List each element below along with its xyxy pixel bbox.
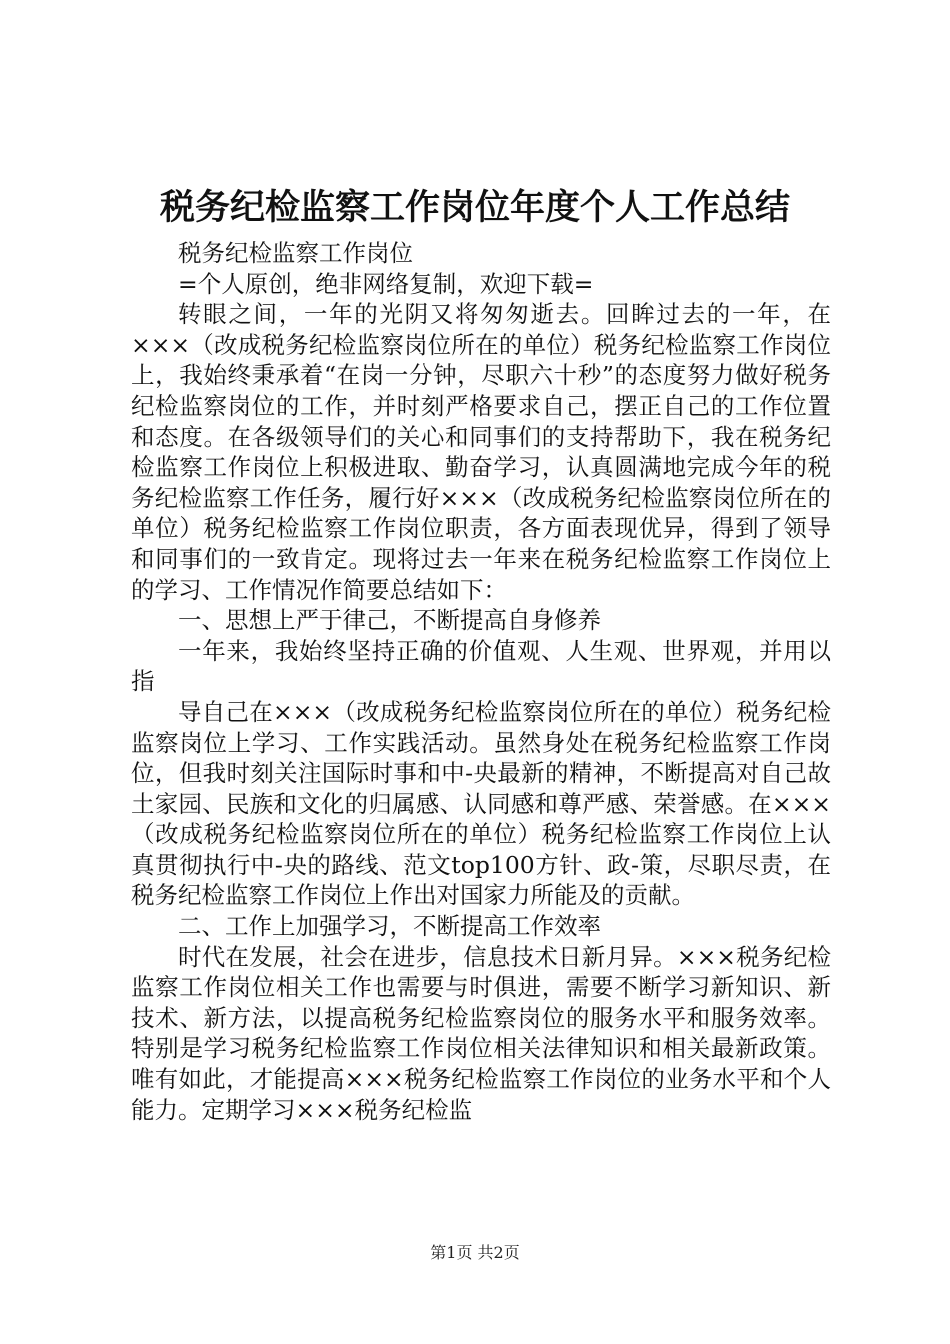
paragraph-section-2: 时代在发展，社会在进步，信息技术日新月异。×××税务纪检监察工作岗位相关工作也需要与时俱进，需要不断学习新知识、新技术、新方法，以提高税务纪检监察岗位的服务水平和服务效率。特别是学习税务纪检监察工作岗位相关法律知识和相关最新政策。唯有如此，才能提高×××税务纪检监察工作岗位的业务水平和个人能力。定期学习×××税务纪检监	[131, 942, 831, 1124]
paragraph-intro: 转眼之间，一年的光阴又将匆匆逝去。回眸过去的一年，在×××（改成税务纪检监察岗位所在的单位）税务纪检监察工作岗位上，我始终秉承着“在岗一分钟，尽职六十秒”的态度努力做好税务纪检监察岗位的工作，并时刻严格要求自己，摆正自己的工作位置和态度。在各级领导们的关心和同事们的支持帮助下，我在税务纪检监察工作岗位上积极进取、勤奋学习，认真圆满地完成今年的税务纪检监察工作任务，履行好×××（改成税务纪检监察岗位所在的单位）税务纪检监察工作岗位职责，各方面表现优异，得到了领导和同事们的一致肯定。现将过去一年来在税务纪检监察工作岗位上的学习、工作情况作简要总结如下：	[131, 300, 831, 604]
section-heading-1: 一、思想上严于律己，不断提高自身修养	[178, 606, 601, 635]
document-body	[131, 238, 831, 1125]
paragraph-section-1a: 一年来，我始终坚持正确的价值观、人生观、世界观，并用以指	[131, 636, 831, 696]
page-number-footer: 第1页 共2页	[430, 1243, 520, 1262]
section-heading-2: 二、工作上加强学习，不断提高工作效率	[178, 912, 601, 941]
paragraph-notice: =个人原创，绝非网络复制，欢迎下载=	[178, 269, 594, 298]
paragraph-section-1b: 导自己在×××（改成税务纪检监察岗位所在的单位）税务纪检监察岗位上学习、工作实践活动。虽然身处在税务纪检监察工作岗位，但我时刻关注国际时事和中-央最新的精神，不断提高对自己故土家园、民族和文化的归属感、认同感和尊严感、荣誉感。在×××（改成税务纪检监察岗位所在的单位）税务纪检监察工作岗位上认真贯彻执行中-央的路线、范文top100方针、政-策，尽职尽责，在税务纪检监察工作岗位上作出对国家力所能及的贡献。	[131, 697, 831, 910]
paragraph-subtitle: 税务纪检监察工作岗位	[178, 239, 413, 267]
document-title: 税务纪检监察工作岗位年度个人工作总结	[159, 187, 790, 228]
